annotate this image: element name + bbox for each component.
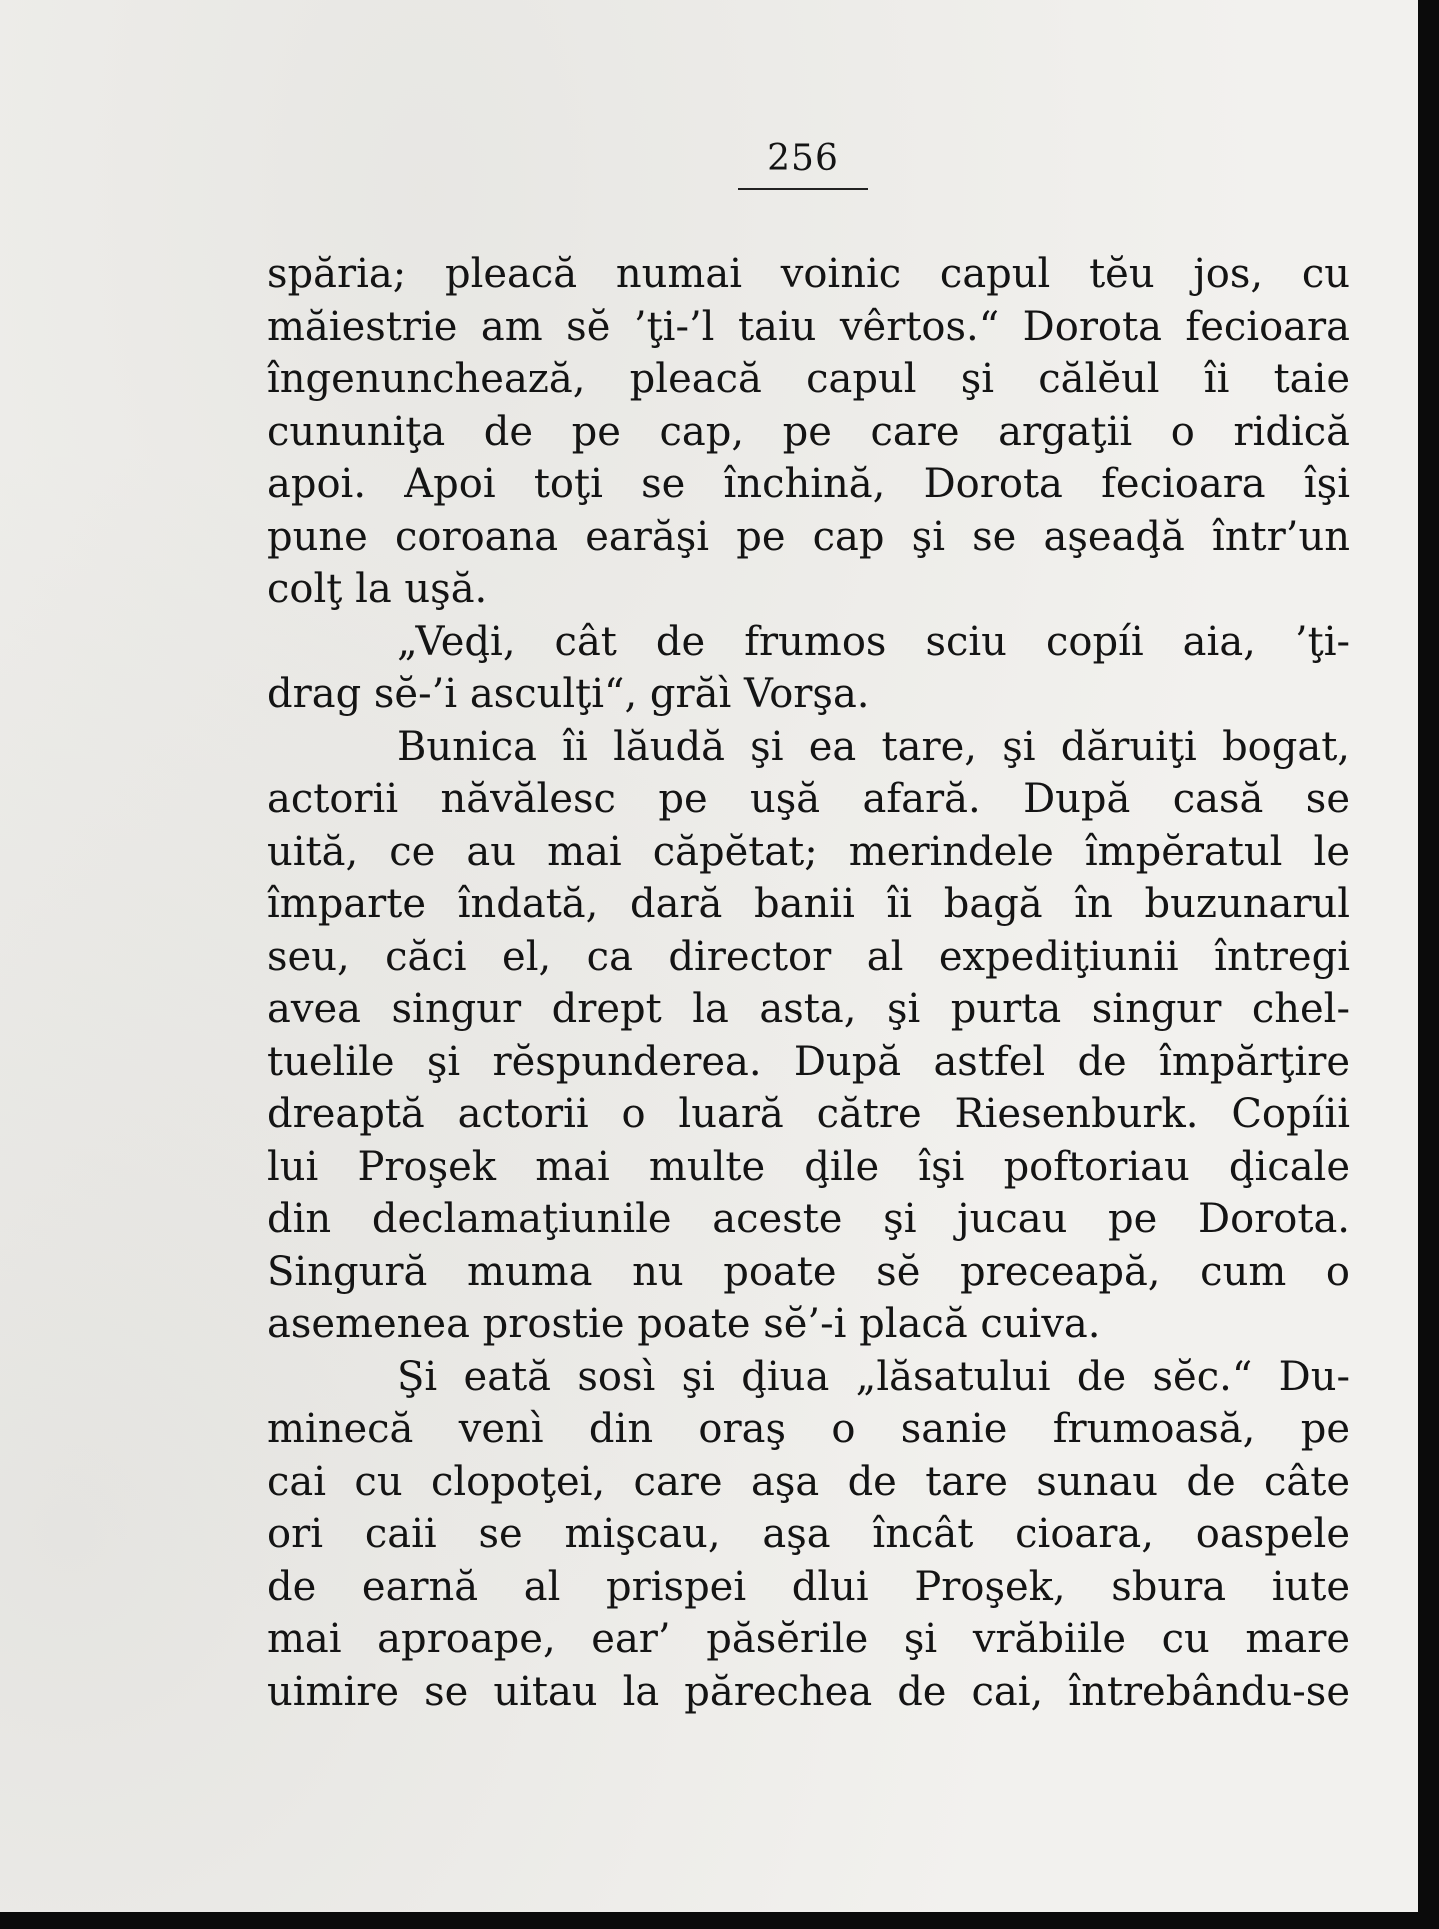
text-line: colţ la uşă. [267, 566, 488, 612]
text-line: dreaptă actorii o luară către Riesenburk. Copíii [267, 1091, 1350, 1137]
text-line: îngenunchează, pleacă capul şi călĕul îi taie [267, 356, 1350, 402]
page-number: 256 [767, 138, 839, 179]
text-line: minecă venì din oraş o sanie frumoasă, pe [267, 1406, 1350, 1452]
text-line: „Veḑi, cât de frumos sciu copíi aia, ’ţi- [397, 618, 1350, 665]
text-line: de earnă al prispei dlui Proşek, sbura iute [267, 1563, 1350, 1610]
text-line: împarte îndată, dară banii îi bagă în buzunarul [267, 881, 1350, 927]
text-line: uimire se uitau la părechea de cai, întrebându-se [267, 1668, 1350, 1715]
text-line: cununiţa de pe cap, pe care argaţii o ridică [267, 408, 1350, 455]
text-line: uită, ce au mai căpĕtat; merindele împĕratul le [267, 828, 1350, 875]
text-line: mai aproape, ear’ păsĕrile şi vrăbiile cu mare [267, 1616, 1350, 1662]
text-line: lui Proşek mai multe ḑile îşi poftoriau ḑicale [267, 1143, 1350, 1190]
text-line: actorii năvălesc pe uşă afară. După casă se [267, 776, 1350, 822]
text-line: tuelile şi rĕspunderea. După astfel de împărţire [267, 1038, 1350, 1085]
text-line: cai cu clopoţei, care aşa de tare sunau de câte [267, 1458, 1350, 1505]
text-line: măiestrie am sĕ ’ţi-’l taiu vêrtos.“ Dorota fecioara [267, 303, 1350, 350]
text-line: din declamaţiunile aceste şi jucau pe Dorota. [267, 1196, 1350, 1242]
text-line: asemenea prostie poate sĕ’-i placă cuiva. [267, 1301, 1101, 1347]
text-line: Bunica îi lăudă şi ea tare, şi dăruiţi bogat, [397, 723, 1350, 770]
text-line: spăria; pleacă numai voinic capul tĕu jos, cu [267, 251, 1350, 297]
page-number-rule [738, 188, 868, 190]
body-text [267, 248, 1350, 1718]
text-line: Şi eată sosì şi ḑiua „lăsatului de sĕc.“ Du- [397, 1353, 1350, 1400]
text-line: drag sĕ-’i asculţi“, grăì Vorşa. [267, 671, 870, 717]
text-line: avea singur drept la asta, şi purta singur chel- [267, 986, 1350, 1032]
scan-border-bottom [0, 1912, 1439, 1929]
text-line: Singură muma nu poate sĕ preceapă, cum o [267, 1248, 1350, 1295]
scan-border-right [1418, 0, 1439, 1929]
text-line: seu, căci el, ca director al expediţiunii întregi [267, 933, 1350, 980]
text-line: ori caii se mişcau, aşa încât cioara, oaspele [267, 1511, 1350, 1557]
text-line: apoi. Apoi toţi se închină, Dorota fecioara îşi [267, 461, 1350, 507]
text-line: pune coroana earăşi pe cap şi se aşeaḑă într’un [267, 513, 1350, 560]
